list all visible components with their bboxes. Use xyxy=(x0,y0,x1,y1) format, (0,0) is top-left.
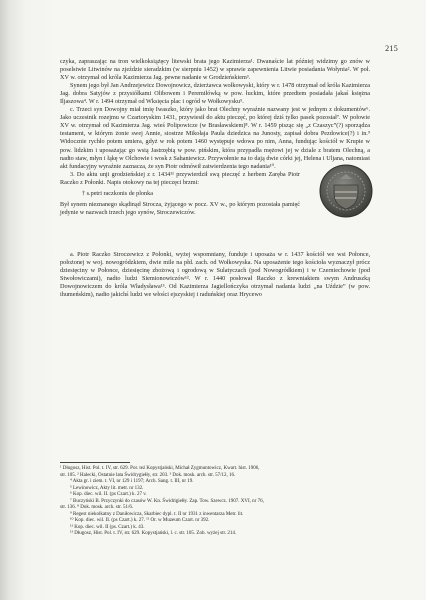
footnote: ¹⁰ Kop. diec. wil. II. (ps Czart.) k. 27. ¹¹ Or. w Muzeum Czart. nr 392. xyxy=(70,518,210,524)
paragraph: czyka, zapraszając na tron wielkoksiążęcy litewski brata jego Kazimierza¹. Dwanaście lat później widzimy go znów w poselstwie Litwinów na zjeździe sieradzkim (w sierpniu 1452) w sprawie zapewnienia Litwie posiadania Wołynia². W poł. XV w. otrzymał od króla Kazimierza Jag. pewne nadanie w Grodzieńskiem³. xyxy=(60,58,370,82)
paragraph: c. Trzeci syn Dowojny miał imię Iwaszko, który jako brat Olechny wyraźnie nazwany jest w jednym z dokumentów⁶. Jako uczestnik rozejmu w Czartoryskim 1431, przywiesił do aktu pieczęć, po której dziś tylko pasek pozostał⁷. W połowie XV w. otrzymał od Kazimierza Jag. wieś Polipowicze (w Brasławskiem)⁸. W r. 1459 pisząc się „z Czaszyc”(?) sporządza testament, w którym żonie swej Annie, siostrze Mikołaja Paula dziedzica na Junosty, zapisał dobra Pezdowice(?) i in.⁹ Widocznie rychło potem umiera, gdyż w rok potem 1460 występuje wdowa po nim, Anna, fundując kościół w Krupie w pow. lidzkim i uposażając go wsią Jastrzębią w pow. pińskim, która przypadła mężowi jej w dziale z bratem Olechną, a nadto staw, młyn i łąkę w Olchowie i wosk z Sahaniewicz. Przywołenie na to dają dwie córki jej, Helena i Uljana, natomiast akt fundacyjny wyraźnie zaznacza, że syn Piotr odmówił zatwierdzenia tego nadania¹⁰. xyxy=(60,106,370,170)
footnote: str. 136. ⁸ Dok. mosk. arch. str. 51/6. xyxy=(60,505,134,511)
footnotes xyxy=(60,466,370,538)
paragraph: Synem jego był Jan Andrzejewicz Dowojnowicz, dzierżawca wołkowyski, który w r. 1478 otrzymał od króla Kazimierza Jag. dobra Satyjów z przysiółkami Olibowem i Peremiłówką w pow. łuckim, które przedtem posiadała jakaś księżna Iljaszowa⁴. W r. 1494 otrzymał od Wksięcia plac i ogród w Wołkowysku⁵. xyxy=(60,82,370,106)
footnote: ¹ Długosz, Hist. Pol. t. IV, str. 629. Por. też Kopystjański, Michał Zygmuntowicz, Kwart. hist. 1906, xyxy=(60,466,260,471)
footnote: ¹² Kop. diec. wil. II (ps. Czart.) k. 43. xyxy=(70,524,145,530)
footnote: ⁵ Lewinowicz, Akty lit. metr. nr 132. xyxy=(70,485,144,491)
body-text xyxy=(60,58,370,299)
page-number: 215 xyxy=(385,44,398,53)
seal-section xyxy=(60,171,370,251)
footnote: ⁴ Akta gr. i ziem. t. VI, nr 129 i 1197; Arch. Sang. t. III, nr 19. xyxy=(70,479,194,485)
footnote: ⁷ Buczyński B. Przyczynki do czasów W. Kn. Świdrigiełły. Zap. Tow. Szewcz. 1907. XVI, nr 76, xyxy=(70,498,264,504)
footnote-divider xyxy=(60,462,130,463)
footnote: str. 105. ² Halecki, Ostatnie lata Świdrygiełły, str. 203. ³ Dok. mosk. arch. str. 57/12, 16. xyxy=(60,472,236,478)
footnote: ¹³ Długosz, Hist. Pol. t. IV, str. 629. Kopystjański, l. c. str. 105. Zob. wyżej str. 214. xyxy=(70,531,237,537)
wax-seal-image xyxy=(318,163,374,219)
seal-inscription: † s.petri raczkonis de plonka xyxy=(82,189,153,197)
paragraph: 3. Do aktu unji grodzieńskiej z r. 1434¹¹ przywierdził swą pieczęć z herbem Zaręba Piotr Raczko z Połonki. Napis otokowy na tej pieczęci brzmi: xyxy=(60,170,300,186)
seal-text xyxy=(60,171,300,217)
paragraph: a. Piotr Raczko Stroczewicz z Połonki, wyżej wspomniany, funduje i uposaża w r. 1437 kościół we wsi Połonce, położonej w woj. nowogródzkiem, dwie mile na płd. zach. od Wołkowyska. Na uposażenie tego kościoła wyznaczył prócz dziesięciny w Połonce, dziesięcinę zbożową i ogrodową w Sulatyczach (pod Nowogródkiem) i w Czerniechowie (pod Stwołowiczami), nadto ludzi Siemionowiczów¹². W r. 1440 posłował Raczko z krewniakiem swym Andruszką Dowojnowiczem do króla Władysława¹³. Od Kazimierza Jagiellończyka otrzymał nadania ludzi „na Uździe” (w pow. ihumeńskim), nadto jakichś ludzi we włości ejszyskiej i raduńskiej oraz Hrycewo xyxy=(60,250,370,298)
footnote: ⁹ Regest niekolkatny z Daniłowicza, Skarbiec dypl. t. II nr 1931 z inwentarza Metr. lit. xyxy=(70,511,244,517)
paragraph: Był synem nieznanego skądinąd Stroczа, żyjącego w pocz. XV w., po którym pozostała pamięć jedynie w nazwach trzech jego synów, Stroczewiczów. xyxy=(60,200,300,216)
footnote: ⁶ Kop. diec. wil. II. (ps Czart.) k. 27 v. xyxy=(70,492,147,498)
